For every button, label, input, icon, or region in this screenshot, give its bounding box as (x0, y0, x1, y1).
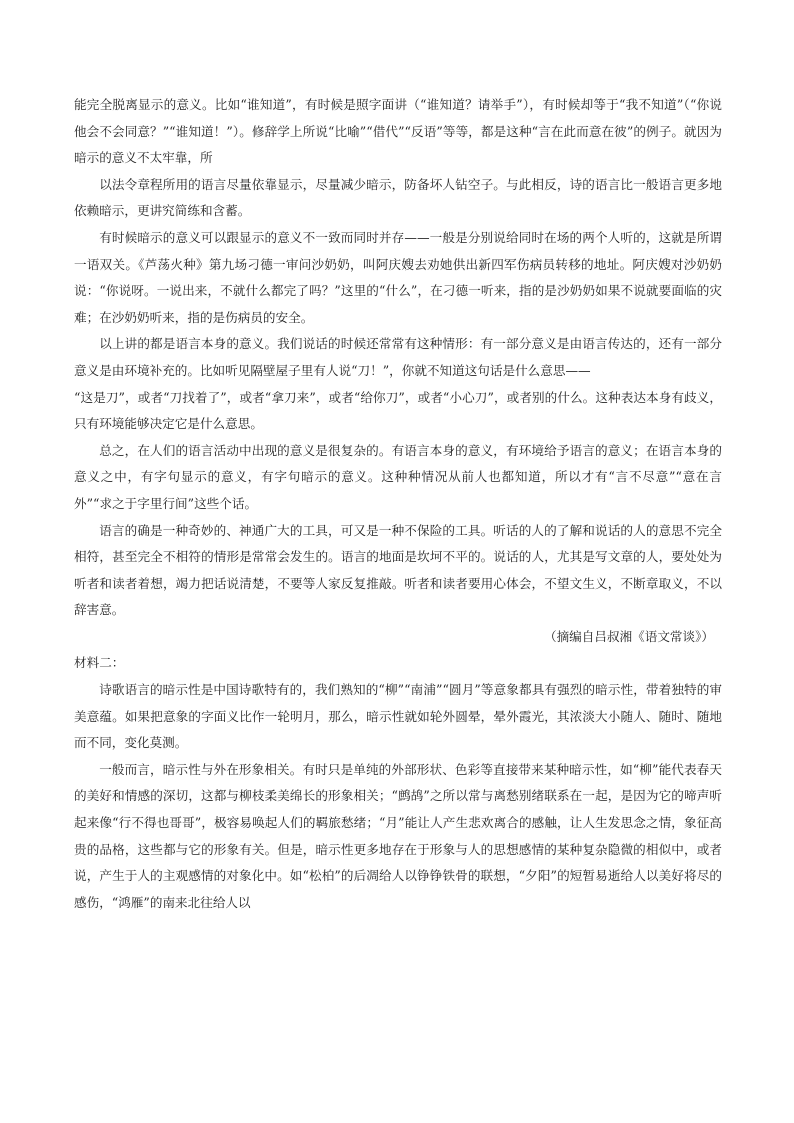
document-page (74, 92, 722, 916)
paragraph-2: 以法令章程所用的语言尽量依靠显示，尽量减少暗示，防备坏人钻空子。与此相反，诗的语言比一般语言更多地依赖暗示，更讲究简练和含蓄。 (74, 176, 722, 219)
paragraph-1: 能完全脱离显示的意义。比如“谁知道”，有时候是照字面讲（“谁知道？请举手”），有时候却等于“我不知道”（“你说他会不会同意？”“谁知道！”）。修辞学上所说“比喻”“借代”“反语”等等，都是这种“言在此而意在彼”的例子。就因为暗示的意义不太牢靠，所 (74, 97, 722, 166)
paragraph-5: “这是刀”，或者“刀找着了”，或者“拿刀来”，或者“给你刀”，或者“小心刀”，或者别的什么。这种表达本身有歧义，只有环境能够决定它是什么意思。 (74, 389, 722, 432)
material2-paragraph-2: 一般而言，暗示性与外在形象相关。有时只是单纯的外部形状、色彩等直接带来某种暗示性，如“柳”能代表春天的美好和情感的深切，这都与柳枝柔美绵长的形象相关；“鹧鸪”之所以常与离愁别绪联系在一起，是因为它的啼声听起来像“行不得也哥哥”，极容易唤起人们的羁旅愁绪；“月”能让人产生悲欢离合的感触，让人生发思念之情，象征高贵的品格，这些都与它的形象有关。但是，暗示性更多地存在于形象与人的思想感情的某种复杂隐微的相似中，或者说，产生于人的主观感情的对象化中。如“松柏”的后凋给人以铮铮铁骨的联想，“夕阳”的短暂易逝给人以美好将尽的感伤，“鸿雁”的南来北往给人以 (74, 761, 722, 910)
paragraph-3: 有时候暗示的意义可以跟显示的意义不一致而同时并存——一般是分别说给同时在场的两个人听的，这就是所谓一语双关。《芦荡火种》第九场刁德一审问沙奶奶，叫阿庆嫂去劝她供出新四军伤病员转移的地址。阿庆嫂对沙奶奶说：“你说呀。一说出来，不就什么都完了吗？”这里的“什么”，在刁德一听来，指的是沙奶奶如果不说就要面临的灾难；在沙奶奶听来，指的是伤病员的安全。 (74, 229, 722, 325)
material2-paragraph-1: 诗歌语言的暗示性是中国诗歌特有的，我们熟知的“柳”“南浦”“圆月”等意象都具有强烈的暗示性，带着独特的审美意蕴。如果把意象的字面义比作一轮明月，那么，暗示性就如轮外圆晕，晕外霞光，其浓淡大小随人、随时、随地而不同，变化莫测。 (74, 682, 722, 751)
paragraph-7: 语言的确是一种奇妙的、神通广大的工具，可又是一种不保险的工具。听话的人的了解和说话的人的意思不完全相符，甚至完全不相符的情形是常常会发生的。语言的地面是坎坷不平的。说话的人，尤其是写文章的人，要处处为听者和读者着想，竭力把话说清楚，不要等人家反复推敲。听者和读者要用心体会，不望文生义，不断章取义，不以辞害意。 (74, 522, 722, 618)
paragraph-4: 以上讲的都是语言本身的意义。我们说话的时候还常常有这种情形：有一部分意义是由语言传达的，还有一部分意义是由环境补充的。比如听见隔壁屋子里有人说“刀！”，你就不知道这句话是什么意思—— (74, 336, 722, 378)
source-note: （摘编自吕叔湘《语文常谈》） (543, 628, 714, 644)
paragraph-6: 总之，在人们的语言活动中出现的意义是很复杂的。有语言本身的意义，有环境给予语言的意义；在语言本身的意义之中，有字句显示的意义，有字句暗示的意义。这种种情况从前人也都知道，所以才有“言不尽意”“意在言外”“求之于字里行间”这些个话。 (74, 442, 722, 511)
material-heading: 材料二： (74, 655, 125, 671)
